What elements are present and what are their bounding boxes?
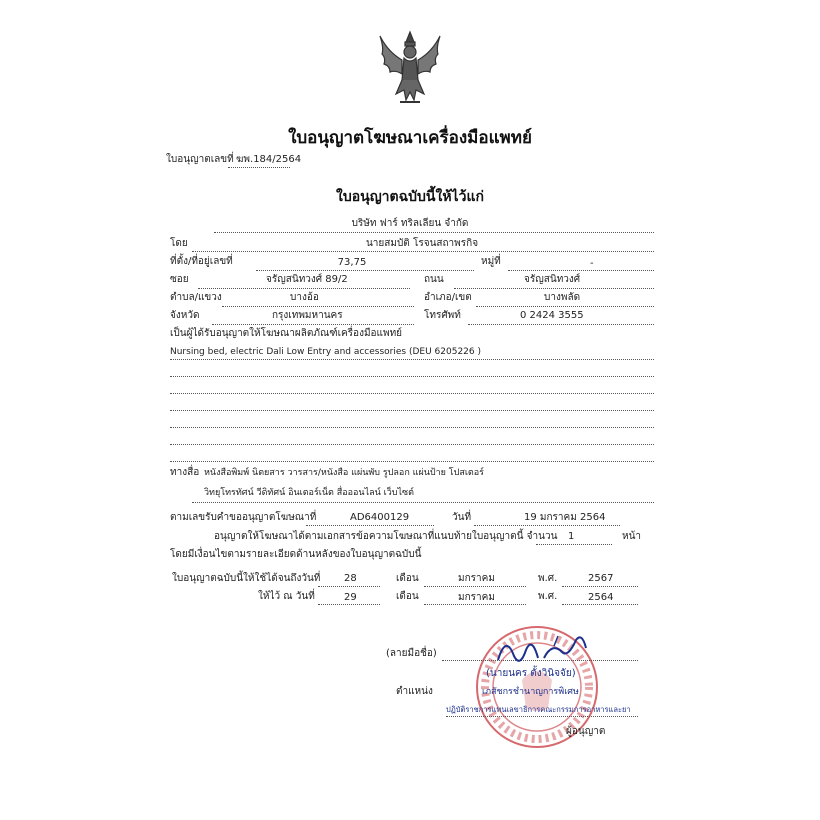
dotted-line [508,270,654,271]
valid-month-label: เดือน [396,573,419,584]
dotted-line [306,525,434,526]
request-date-value: 19 มกราคม 2564 [524,512,606,523]
license-number-value: ฆพ.184/2564 [236,154,302,165]
dotted-line [192,251,654,252]
address-value: 73,75 [337,257,367,268]
address-label: ที่ตั้ง/ที่อยู่เลขที่ [170,256,233,267]
request-number: AD6400129 [350,512,410,523]
dotted-line [256,270,474,271]
by-value: นายสมบัติ โรจนสถาพรกิจ [365,238,479,249]
dotted-line [562,604,638,605]
conditions-text: โดยมีเงื่อนไขตามรายละเอียดด้านหลังของใบอนุญาตฉบับนี้ [170,549,422,560]
signer-role: ปฏิบัติราชการแทนเลขาธิการคณะกรรมการอาหารและยา [446,705,631,714]
position-label: ตำแหน่ง [396,686,433,697]
valid-month: มกราคม [458,573,495,584]
dotted-line [474,525,620,526]
dotted-line [562,586,638,587]
soi-value: จรัญสนิทวงศ์ 89/2 [266,274,348,285]
issued-day: 29 [344,592,357,603]
valid-until-label: ใบอนุญาตฉบับนี้ให้ใช้ได้จนถึงวันที่ [172,573,321,584]
province-label: จังหวัด [170,310,200,321]
valid-year: 2567 [588,573,614,584]
issued-year: 2564 [588,592,614,603]
issued-year-label: พ.ศ. [538,591,558,602]
dotted-line [214,232,654,233]
media-line-2: วิทยุโทรทัศน์ วีดิทัศน์ อินเตอร์เน็ต สื่อออนไลน์ เว็บไซต์ [204,488,414,498]
dotted-line [536,544,612,545]
dotted-line [192,502,654,503]
company-name: บริษัท ฟาร์ ทริลเลียน จำกัด [351,218,469,229]
dotted-line [170,461,654,462]
dotted-line [318,586,380,587]
dotted-line [198,288,410,289]
product-name: Nursing bed, electric Dali Low Entry and accessories (DEU 6205226 ) [170,347,481,357]
handwritten-signature [492,628,592,672]
road-label: ถนน [424,274,444,285]
dotted-line [424,586,526,587]
request-date-label: วันที่ [452,512,472,523]
page-count: 1 [568,531,575,542]
signature-label: (ลายมือชื่อ) [386,648,437,659]
moo-label: หมู่ที่ [481,256,501,267]
dotted-line [170,359,654,360]
province-value: กรุงเทพมหานคร [272,310,343,321]
document-title: ใบอนุญาตโฆษณาเครื่องมือแพทย์ [288,128,532,148]
dotted-line [454,288,654,289]
dotted-line [476,306,654,307]
dotted-line [170,376,654,377]
garuda-emblem-icon [376,28,444,108]
dotted-line [170,410,654,411]
request-label: ตามเลขรับคำขออนุญาตโฆษณาที่ [170,512,317,523]
district-label: อำเภอ/เขต [424,292,472,303]
page-unit: หน้า [622,531,642,542]
dotted-line [170,427,654,428]
grantor-label: ผู้อนุญาต [566,726,606,737]
issued-label: ให้ไว้ ณ วันที่ [258,591,315,602]
product-intro: เป็นผู้ได้รับอนุญาตให้โฆษณาผลิตภัณฑ์เครื่องมือแพทย์ [170,328,403,339]
signer-title: เภสัชกรชำนาญการพิเศษ [482,687,579,697]
media-label: ทางสื่อ [170,467,200,478]
dotted-line [228,167,290,168]
phone-value: 0 2424 3555 [520,310,584,321]
by-label: โดย [170,238,188,249]
valid-year-label: พ.ศ. [538,573,558,584]
dotted-line [318,604,380,605]
dotted-line [212,324,414,325]
subdistrict-label: ตำบล/แขวง [170,292,222,303]
moo-value: - [590,258,594,269]
dotted-line [468,324,654,325]
soi-label: ซอย [170,274,189,285]
dotted-line [170,444,654,445]
media-line-1: หนังสือพิมพ์ นิตยสาร วารสาร/หนังสือ แผ่นพับ รูปลอก แผ่นป้าย โปสเตอร์ [204,468,484,478]
dotted-line [170,393,654,394]
dotted-line [222,306,414,307]
phone-label: โทรศัพท์ [424,310,461,321]
issued-month-label: เดือน [396,591,419,602]
dotted-line [424,604,526,605]
issued-month: มกราคม [458,592,495,603]
dotted-line [446,716,638,717]
subdistrict-value: บางอ้อ [290,292,319,303]
valid-day: 28 [344,573,357,584]
signer-name: (นายนคร ตั้งวินิจจัย) [486,668,576,679]
license-number-label: ใบอนุญาตเลขที่ [166,154,234,165]
document-subtitle: ใบอนุญาตฉบับนี้ให้ไว้แก่ [336,189,484,205]
district-value: บางพลัด [544,292,581,303]
road-value: จรัญสนิทวงศ์ [524,274,581,285]
approve-text: อนุญาตให้โฆษณาได้ตามเอกสารข้อความโฆษณาที่แนบท้ายใบอนุญาตนี้ จำนวน [214,531,558,542]
